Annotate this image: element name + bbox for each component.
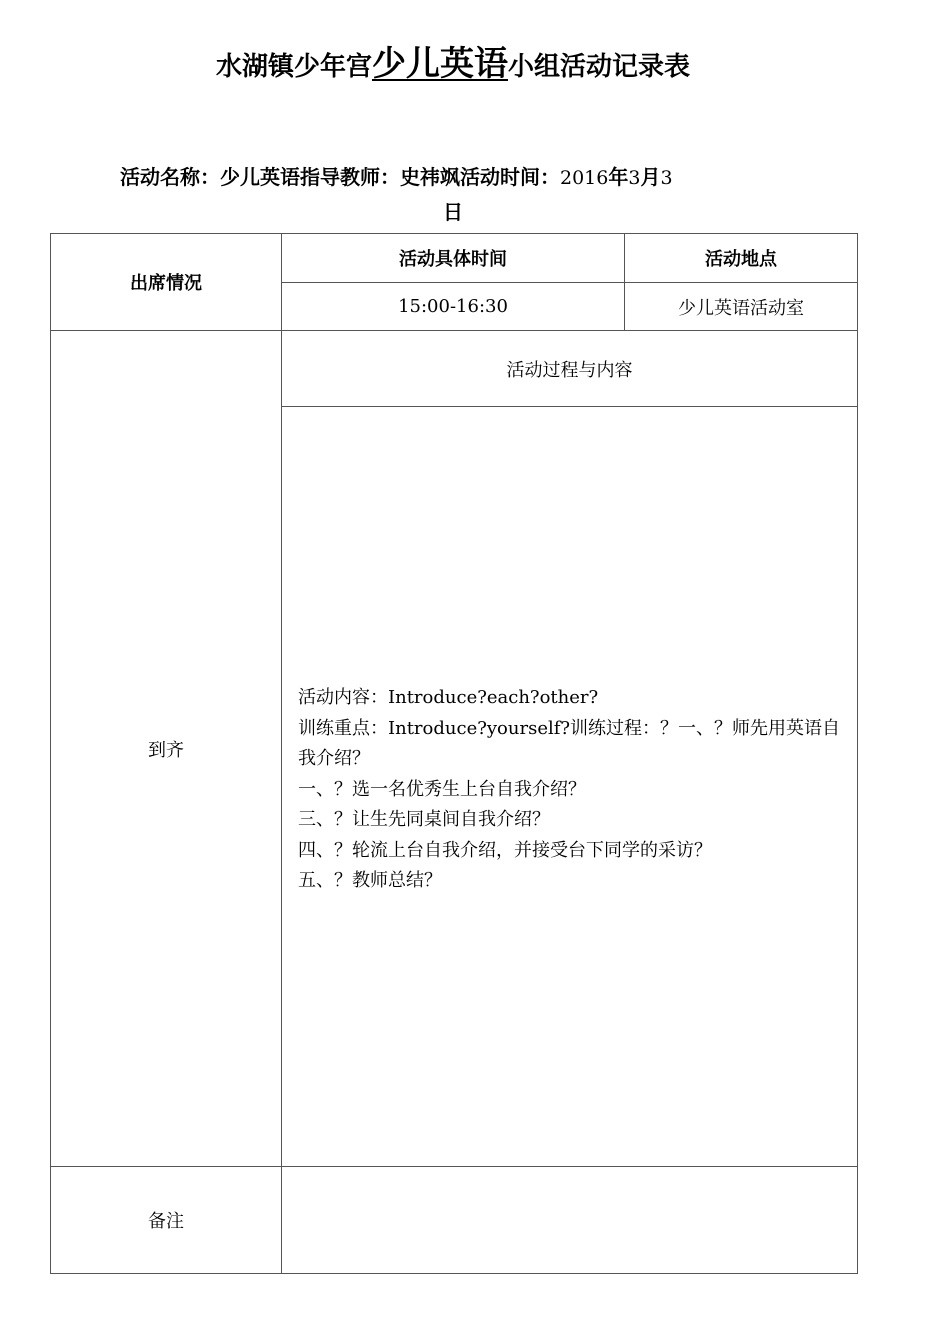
process-content-cell xyxy=(282,407,858,1167)
process-content xyxy=(298,407,845,897)
title-prefix: 水湖镇少年宫 xyxy=(215,52,372,82)
time-value: 15:00-16:30 xyxy=(398,296,508,317)
process-header: 活动过程与内容 xyxy=(506,359,633,381)
time-value-cell xyxy=(282,283,625,331)
content-line: 一、？选一名优秀生上台自我介绍？ xyxy=(298,778,586,800)
activity-name-label: 活动名称： xyxy=(120,165,220,189)
activity-name-value: 少儿英语 xyxy=(220,165,300,189)
document-title xyxy=(0,44,906,87)
process-header-cell xyxy=(282,331,858,407)
time-header-cell xyxy=(282,234,625,283)
remarks-header-cell xyxy=(51,1167,282,1274)
time-header: 活动具体时间 xyxy=(399,249,507,270)
activity-year: 2016 xyxy=(560,167,609,189)
content-line: 训练重点：Introduce?yourself?训练过程：？一、？师先用英语自我介绍？ xyxy=(298,717,841,769)
place-header: 活动地点 xyxy=(705,249,777,270)
teacher-label: 指导教师： xyxy=(300,165,400,189)
activity-time-label: 活动时间： xyxy=(460,165,560,189)
place-value: 少儿英语活动室 xyxy=(678,297,804,319)
month-unit: 月 xyxy=(640,165,661,189)
attendance-value: 到齐 xyxy=(148,739,184,761)
place-value-cell xyxy=(625,283,858,331)
content-line: 五、？教师总结？ xyxy=(298,870,442,891)
activity-record-table xyxy=(50,233,858,1274)
title-highlight: 少儿英语 xyxy=(372,44,508,84)
remarks-value-cell xyxy=(282,1167,858,1274)
attendance-header-cell xyxy=(51,234,282,331)
activity-info xyxy=(120,160,790,195)
teacher-value: 史祎飒 xyxy=(400,165,460,189)
year-unit: 年 xyxy=(608,165,629,189)
title-suffix: 小组活动记录表 xyxy=(508,52,691,82)
day-unit-line xyxy=(0,195,906,229)
place-header-cell xyxy=(625,234,858,283)
content-line: 四、？轮流上台自我介绍，并接受台下同学的采访？ xyxy=(298,839,712,861)
attendance-header: 出席情况 xyxy=(130,273,202,294)
content-line: 三、？让生先同桌间自我介绍？ xyxy=(298,809,550,830)
day-unit: 日 xyxy=(443,200,463,224)
attendance-value-cell xyxy=(51,331,282,1167)
activity-month: 3 xyxy=(628,167,641,189)
remarks-header: 备注 xyxy=(148,1211,184,1232)
content-line: 活动内容：Introduce?each?other? xyxy=(298,687,599,708)
activity-day: 3 xyxy=(660,167,673,189)
